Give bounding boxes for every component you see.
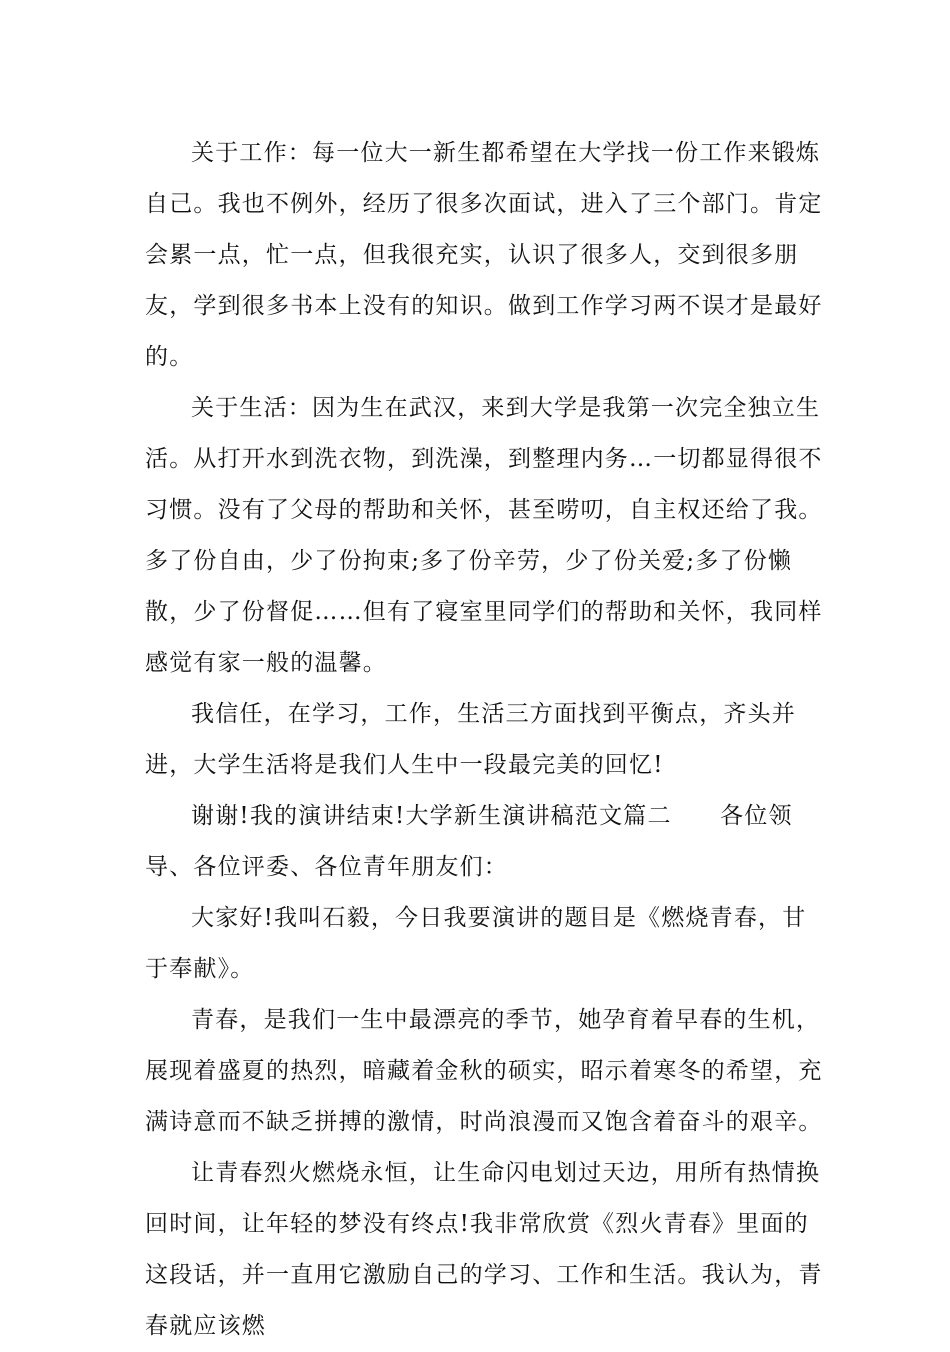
paragraph-life: 关于生活：因为生在武汉，来到大学是我第一次完全独立生活。从打开水到洗衣物，到洗澡，到整理内务…一切都显得很不习惯。没有了父母的帮助和关怀，甚至唠叨，自主权还给了我。多了份自由，少了份拘束;多了份辛劳，少了份关爱;多了份懒散，少了份督促……但有了寝室里同学们的帮助和关怀，我同样感觉有家一般的温馨。 bbox=[145, 395, 823, 676]
paragraph-fire-youth: 让青春烈火燃烧永恒，让生命闪电划过天边，用所有热情换回时间，让年轻的梦没有终点!我非常欣赏《烈火青春》里面的这段话，并一直用它激励自己的学习、工作和生活。我认为，青春就应该燃 bbox=[145, 1160, 823, 1339]
paragraph-balance: 我信任，在学习，工作，生活三方面找到平衡点，齐头并进，大学生活将是我们人生中一段最完美的回忆! bbox=[145, 701, 796, 778]
document-body bbox=[145, 128, 825, 1352]
paragraph-youth: 青春，是我们一生中最漂亮的季节，她孕育着早春的生机，展现着盛夏的热烈，暗藏着金秋的硕实，昭示着寒冬的希望，充满诗意而不缺乏拼搏的激情，时尚浪漫而又饱含着奋斗的艰辛。 bbox=[145, 1007, 823, 1135]
paragraph-thanks-greeting: 谢谢!我的演讲结束!大学新生演讲稿范文篇二 各位领导、各位评委、各位青年朋友们： bbox=[145, 803, 793, 880]
paragraph-work: 关于工作：每一位大一新生都希望在大学找一份工作来锻炼自己。我也不例外，经历了很多次面试，进入了三个部门。肯定会累一点，忙一点，但我很充实，认识了很多人，交到很多朋友，学到很多书本上没有的知识。做到工作学习两不误才是最好的。 bbox=[145, 140, 823, 370]
paragraph-introduction: 大家好!我叫石毅，今日我要演讲的题目是《燃烧青春，甘于奉献》。 bbox=[145, 905, 807, 982]
